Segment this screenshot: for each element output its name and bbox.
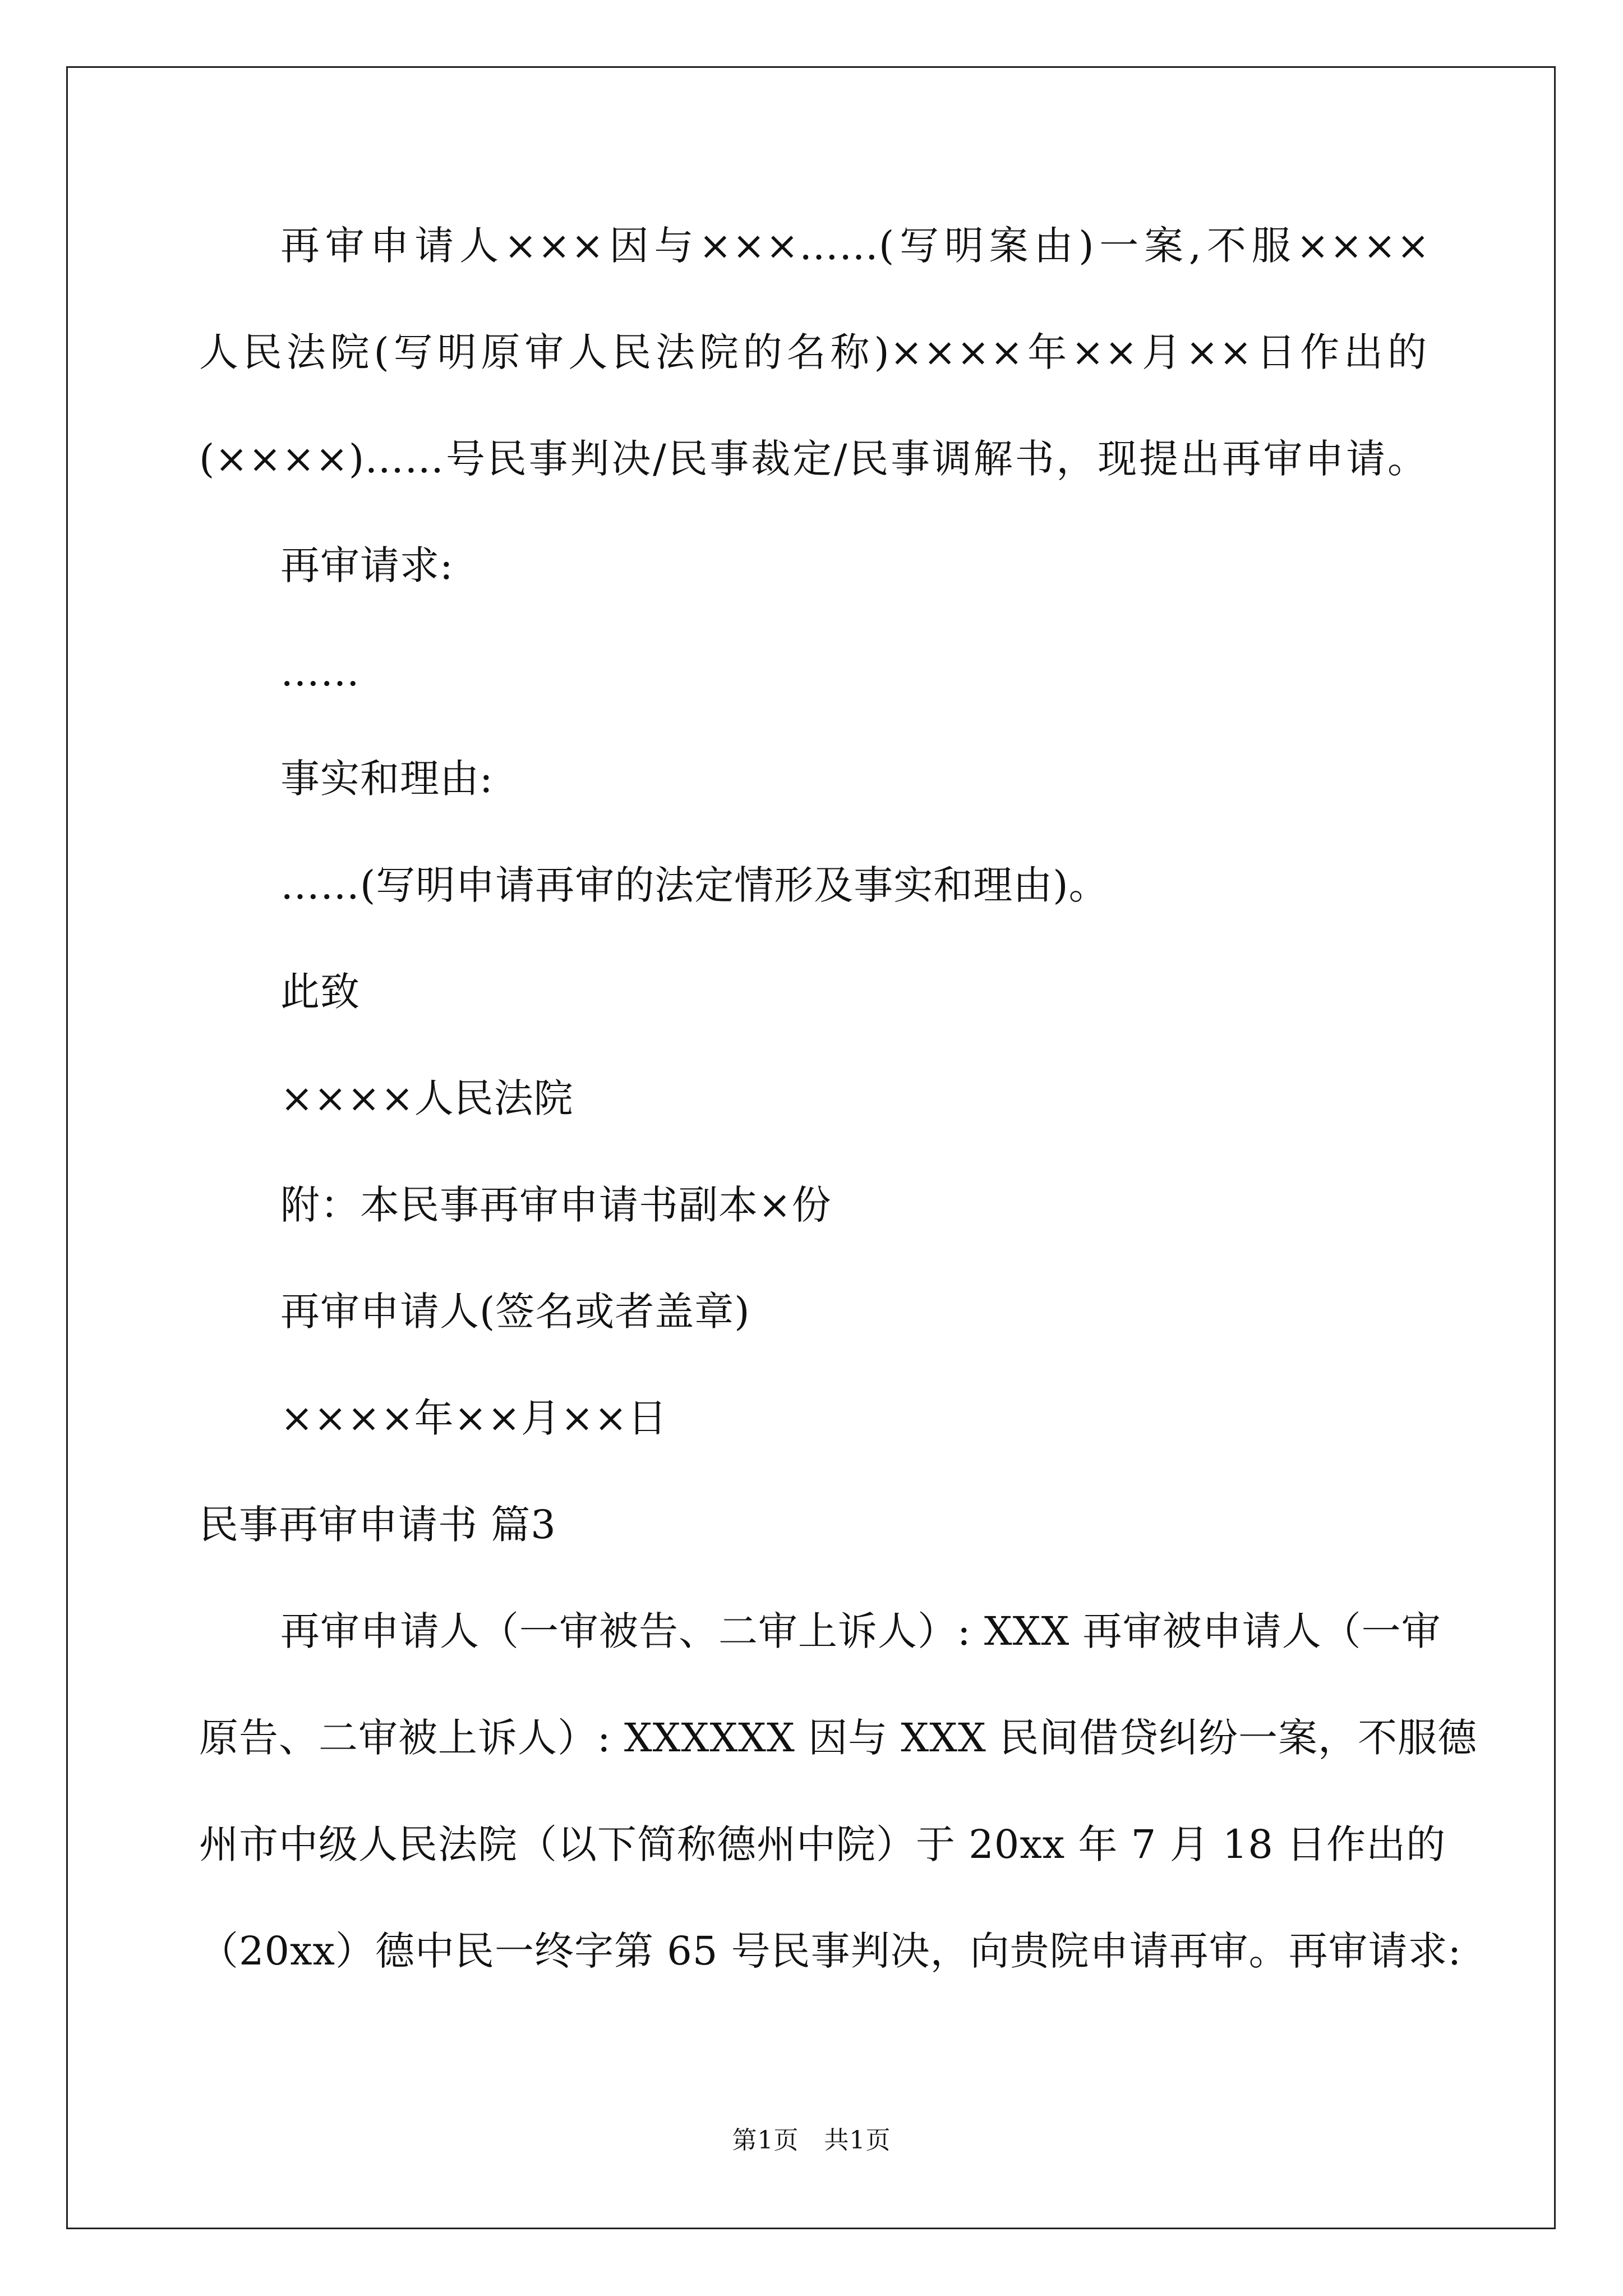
- paragraph-line: 再审申请人（一审被告、二审上诉人）: XXX 再审被申请人（一审: [280, 1608, 1441, 1654]
- paragraph-line: 再审申请人×××因与×××……(写明案由)一案,不服××××: [280, 223, 1430, 269]
- page-border: [66, 66, 1556, 2229]
- signature-line: 再审申请人(签名或者盖章): [280, 1289, 750, 1335]
- court-name: ××××人民法院: [280, 1075, 574, 1121]
- facts-line: ……(写明申请再审的法定情形及事实和理由)。: [280, 862, 1109, 908]
- paragraph-line: 原告、二审被上诉人）: XXXXXX 因与 XXX 民间借贷纠纷一案，不服德: [199, 1715, 1478, 1761]
- attachment-line: 附：本民事再审申请书副本×份: [280, 1182, 832, 1228]
- paragraph-line: (××××)……号民事判决/民事裁定/民事调解书，现提出再审申请。: [199, 436, 1427, 482]
- paragraph-line: （20xx）德中民一终字第 65 号民事判决，向贵院申请再审。再审请求:: [199, 1928, 1462, 1974]
- salutation: 此致: [280, 969, 360, 1015]
- ellipsis-line: ……: [280, 649, 360, 695]
- paragraph-line: 人民法院(写明原审人民法院的名称)××××年××月××日作出的: [199, 329, 1427, 375]
- facts-label: 事实和理由:: [280, 756, 494, 802]
- paragraph-line: 州市中级人民法院（以下简称德州中院）于 20xx 年 7 月 18 日作出的: [199, 1821, 1446, 1867]
- request-label: 再审请求:: [280, 542, 454, 588]
- date-line: ××××年××月××日: [280, 1395, 668, 1441]
- page-footer: 第1页 共1页: [732, 2126, 891, 2155]
- section-heading: 民事再审申请书 篇3: [199, 1502, 556, 1548]
